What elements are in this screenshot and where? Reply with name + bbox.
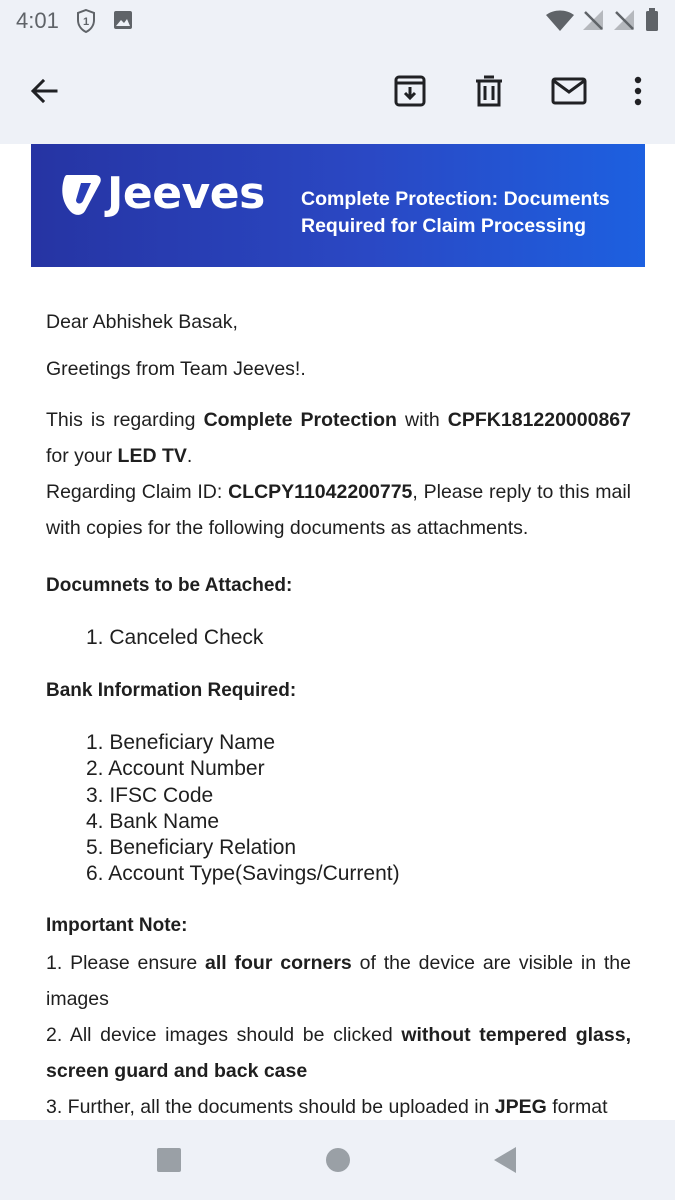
note-item: 3. Further, all the documents should be uploaded in JPEG format bbox=[46, 1096, 608, 1118]
documents-list bbox=[86, 625, 263, 651]
list-item: 1. Canceled Check bbox=[86, 626, 264, 649]
shield-badge-number: 1 bbox=[82, 16, 90, 28]
brand-name: Jeeves bbox=[107, 168, 265, 219]
list-item: 1. Beneficiary Name bbox=[86, 731, 276, 754]
list-item: 5. Beneficiary Relation bbox=[86, 836, 297, 860]
banner-title: Complete Protection: Documents Required for Claim Processing bbox=[301, 188, 610, 237]
shield-badge-icon bbox=[76, 9, 96, 38]
device-name: LED TV bbox=[117, 445, 187, 467]
list-item: 3. IFSC Code bbox=[86, 783, 214, 807]
more-vert-icon[interactable] bbox=[614, 67, 662, 115]
jeeves-logo-mark-icon bbox=[59, 171, 103, 217]
jeeves-logo bbox=[59, 168, 265, 219]
email-toolbar bbox=[0, 40, 675, 144]
intro-line: Greetings from Team Jeeves!. bbox=[46, 358, 306, 380]
back-triangle-icon[interactable] bbox=[475, 1130, 535, 1190]
product-name: Complete Protection bbox=[203, 409, 397, 431]
home-circle-icon[interactable] bbox=[308, 1130, 368, 1190]
no-signal-icon bbox=[582, 9, 604, 36]
email-body[interactable] bbox=[0, 144, 675, 1120]
back-arrow-icon[interactable] bbox=[20, 67, 68, 115]
wifi-icon bbox=[545, 10, 575, 37]
note-item: 1. Please ensure all four corners of the device are visible in the images bbox=[46, 952, 631, 1010]
archive-icon[interactable] bbox=[386, 67, 434, 115]
image-icon bbox=[113, 10, 133, 35]
regarding-paragraph: This is regarding Complete Protection with CPFK181220000867 for your LED TV. Regarding Claim ID: CLCPY11042200775, Please reply to this mail with copies for the following documents as attachments. bbox=[46, 409, 631, 539]
bank-info-list bbox=[86, 730, 400, 888]
status-bar bbox=[0, 0, 675, 40]
greeting: Dear Abhishek Basak, bbox=[46, 311, 238, 333]
bank-heading: Bank Information Required: bbox=[46, 680, 297, 701]
mark-unread-icon[interactable] bbox=[545, 67, 593, 115]
system-nav-bar bbox=[0, 1120, 675, 1200]
status-time: 4:01 bbox=[16, 8, 59, 33]
recents-square-icon[interactable] bbox=[139, 1130, 199, 1190]
list-item: 6. Account Type(Savings/Current) bbox=[86, 862, 400, 886]
note-heading: Important Note: bbox=[46, 915, 188, 936]
battery-icon bbox=[645, 8, 659, 37]
claim-id: CLCPY11042200775 bbox=[228, 481, 413, 503]
list-item: 2. Account Number bbox=[86, 757, 265, 781]
delete-icon[interactable] bbox=[465, 67, 513, 115]
important-notes bbox=[46, 945, 631, 1120]
list-item: 4. Bank Name bbox=[86, 809, 220, 833]
plan-id: CPFK181220000867 bbox=[447, 409, 631, 431]
no-signal-icon bbox=[613, 9, 635, 36]
email-banner bbox=[31, 144, 645, 267]
note-item: 2. All device images should be clicked without tempered glass, screen guard and back case bbox=[46, 1024, 631, 1082]
documents-heading: Documnets to be Attached: bbox=[46, 575, 293, 596]
